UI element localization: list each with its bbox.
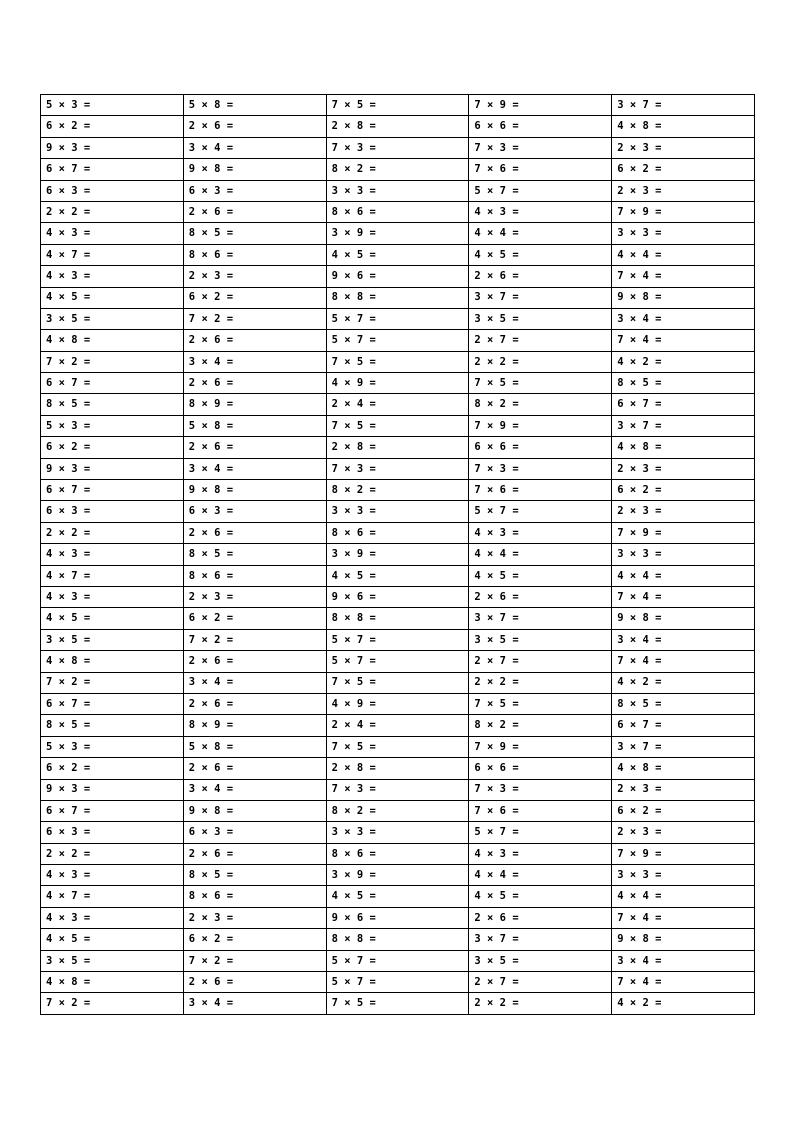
table-row: [41, 608, 755, 629]
table-row: [41, 522, 755, 543]
problem-cell: 3 × 5 =: [469, 950, 612, 971]
problem-cell: 9 × 3 =: [41, 137, 184, 158]
problem-cell: 3 × 3 =: [612, 544, 755, 565]
problem-cell: 2 × 6 =: [183, 373, 326, 394]
problem-cell: 3 × 7 =: [612, 415, 755, 436]
problem-cell: 3 × 3 =: [326, 180, 469, 201]
table-row: [41, 651, 755, 672]
problem-cell: 7 × 2 =: [41, 672, 184, 693]
problem-cell: 7 × 3 =: [326, 137, 469, 158]
table-row: [41, 586, 755, 607]
problem-cell: 8 × 6 =: [326, 843, 469, 864]
problem-cell: 8 × 5 =: [41, 394, 184, 415]
problem-cell: 6 × 7 =: [612, 715, 755, 736]
problem-cell: 3 × 4 =: [183, 993, 326, 1014]
problem-cell: 2 × 2 =: [469, 993, 612, 1014]
table-row: [41, 137, 755, 158]
table-row: [41, 266, 755, 287]
problem-cell: 2 × 3 =: [183, 266, 326, 287]
problem-cell: 6 × 7 =: [612, 394, 755, 415]
problem-cell: 4 × 3 =: [41, 586, 184, 607]
table-row: [41, 437, 755, 458]
problem-cell: 2 × 6 =: [469, 907, 612, 928]
problem-cell: 5 × 7 =: [326, 972, 469, 993]
problem-cell: 4 × 3 =: [469, 522, 612, 543]
problem-cell: 8 × 5 =: [612, 693, 755, 714]
problem-cell: 7 × 5 =: [326, 95, 469, 116]
problem-cell: 9 × 6 =: [326, 266, 469, 287]
problem-cell: 9 × 8 =: [183, 159, 326, 180]
problem-cell: 3 × 4 =: [183, 351, 326, 372]
problem-cell: 5 × 7 =: [326, 629, 469, 650]
table-row: [41, 565, 755, 586]
problem-cell: 5 × 7 =: [326, 330, 469, 351]
problem-cell: 2 × 3 =: [612, 180, 755, 201]
problem-cell: 5 × 7 =: [326, 950, 469, 971]
problem-cell: 8 × 2 =: [326, 480, 469, 501]
problem-cell: 2 × 6 =: [183, 522, 326, 543]
problem-cell: 8 × 5 =: [612, 373, 755, 394]
problem-cell: 8 × 6 =: [183, 244, 326, 265]
problem-cell: 6 × 7 =: [41, 800, 184, 821]
problem-cell: 7 × 4 =: [612, 586, 755, 607]
problem-cell: 7 × 3 =: [469, 779, 612, 800]
problem-cell: 4 × 8 =: [41, 330, 184, 351]
problem-cell: 7 × 4 =: [612, 266, 755, 287]
problem-cell: 6 × 2 =: [612, 159, 755, 180]
problem-cell: 2 × 2 =: [41, 843, 184, 864]
problem-cell: 6 × 2 =: [183, 287, 326, 308]
problem-cell: 5 × 7 =: [469, 180, 612, 201]
problem-cell: 3 × 9 =: [326, 223, 469, 244]
problem-cell: 3 × 7 =: [469, 929, 612, 950]
problem-cell: 4 × 7 =: [41, 565, 184, 586]
problem-cell: 7 × 5 =: [326, 415, 469, 436]
problem-cell: 5 × 3 =: [41, 415, 184, 436]
problem-cell: 7 × 5 =: [326, 993, 469, 1014]
problem-cell: 2 × 3 =: [612, 822, 755, 843]
problem-cell: 3 × 7 =: [469, 287, 612, 308]
problem-cell: 6 × 3 =: [41, 501, 184, 522]
problem-cell: 9 × 8 =: [612, 929, 755, 950]
problem-cell: 7 × 6 =: [469, 480, 612, 501]
problem-cell: 4 × 4 =: [612, 886, 755, 907]
problem-cell: 2 × 3 =: [612, 458, 755, 479]
table-row: [41, 501, 755, 522]
problem-cell: 3 × 5 =: [41, 950, 184, 971]
table-row: [41, 95, 755, 116]
problem-cell: 5 × 7 =: [469, 822, 612, 843]
problem-cell: 7 × 2 =: [41, 351, 184, 372]
problem-cell: 4 × 3 =: [41, 907, 184, 928]
table-row: [41, 159, 755, 180]
problem-cell: 6 × 3 =: [41, 180, 184, 201]
problem-cell: 8 × 5 =: [41, 715, 184, 736]
problem-cell: 8 × 5 =: [183, 544, 326, 565]
problem-cell: 2 × 6 =: [183, 116, 326, 137]
problem-cell: 2 × 2 =: [469, 672, 612, 693]
problem-cell: 4 × 7 =: [41, 244, 184, 265]
table-row: [41, 330, 755, 351]
table-row: [41, 672, 755, 693]
problem-cell: 4 × 4 =: [469, 223, 612, 244]
problem-cell: 7 × 2 =: [183, 308, 326, 329]
problem-cell: 2 × 7 =: [469, 972, 612, 993]
problem-cell: 3 × 4 =: [183, 779, 326, 800]
problem-cell: 4 × 5 =: [469, 886, 612, 907]
table-row: [41, 736, 755, 757]
problem-cell: 3 × 4 =: [612, 629, 755, 650]
problem-cell: 4 × 4 =: [612, 565, 755, 586]
table-row: [41, 950, 755, 971]
problem-cell: 8 × 2 =: [469, 394, 612, 415]
problem-cell: 6 × 2 =: [612, 480, 755, 501]
problem-cell: 7 × 4 =: [612, 972, 755, 993]
problem-cell: 2 × 8 =: [326, 116, 469, 137]
problem-cell: 4 × 3 =: [469, 201, 612, 222]
problem-cell: 3 × 4 =: [183, 137, 326, 158]
problem-cell: 4 × 4 =: [469, 865, 612, 886]
problem-cell: 2 × 2 =: [469, 351, 612, 372]
problem-cell: 2 × 3 =: [183, 907, 326, 928]
problem-cell: 6 × 2 =: [612, 800, 755, 821]
problem-cell: 3 × 3 =: [612, 223, 755, 244]
problem-cell: 3 × 9 =: [326, 544, 469, 565]
problem-cell: 3 × 4 =: [612, 950, 755, 971]
table-row: [41, 373, 755, 394]
problem-cell: 6 × 6 =: [469, 758, 612, 779]
problem-cell: 3 × 3 =: [326, 501, 469, 522]
problem-cell: 2 × 6 =: [183, 843, 326, 864]
problem-cell: 7 × 5 =: [326, 736, 469, 757]
problem-cell: 7 × 6 =: [469, 800, 612, 821]
problem-cell: 6 × 6 =: [469, 437, 612, 458]
problem-cell: 7 × 4 =: [612, 651, 755, 672]
problem-cell: 7 × 2 =: [183, 629, 326, 650]
problem-cell: 7 × 4 =: [612, 330, 755, 351]
problem-cell: 2 × 7 =: [469, 330, 612, 351]
problem-cell: 3 × 3 =: [612, 865, 755, 886]
problem-cell: 2 × 3 =: [612, 501, 755, 522]
problem-cell: 4 × 9 =: [326, 693, 469, 714]
problem-cell: 4 × 8 =: [41, 651, 184, 672]
problem-cell: 7 × 3 =: [326, 779, 469, 800]
problem-cell: 9 × 6 =: [326, 907, 469, 928]
problem-cell: 7 × 4 =: [612, 907, 755, 928]
problem-cell: 2 × 4 =: [326, 715, 469, 736]
problem-cell: 8 × 2 =: [326, 159, 469, 180]
problem-cell: 2 × 3 =: [612, 137, 755, 158]
problem-cell: 2 × 3 =: [612, 779, 755, 800]
problem-cell: 5 × 7 =: [326, 308, 469, 329]
problem-cell: 6 × 6 =: [469, 116, 612, 137]
problem-cell: 4 × 2 =: [612, 672, 755, 693]
problem-cell: 6 × 7 =: [41, 693, 184, 714]
problem-cell: 9 × 6 =: [326, 586, 469, 607]
problem-cell: 6 × 7 =: [41, 480, 184, 501]
problem-cell: 2 × 6 =: [469, 266, 612, 287]
table-row: [41, 480, 755, 501]
problem-cell: 7 × 5 =: [469, 693, 612, 714]
table-row: [41, 929, 755, 950]
problem-cell: 3 × 7 =: [612, 736, 755, 757]
problem-cell: 3 × 5 =: [469, 629, 612, 650]
problem-cell: 2 × 6 =: [469, 586, 612, 607]
problem-cell: 4 × 9 =: [326, 373, 469, 394]
problem-cell: 7 × 9 =: [469, 95, 612, 116]
worksheet-body: [41, 95, 755, 1015]
table-row: [41, 822, 755, 843]
problem-cell: 5 × 8 =: [183, 736, 326, 757]
problem-cell: 4 × 5 =: [41, 608, 184, 629]
problem-cell: 4 × 5 =: [41, 929, 184, 950]
problem-cell: 5 × 7 =: [469, 501, 612, 522]
problem-cell: 2 × 6 =: [183, 758, 326, 779]
problem-cell: 6 × 2 =: [41, 758, 184, 779]
table-row: [41, 843, 755, 864]
problem-cell: 6 × 3 =: [183, 180, 326, 201]
problem-cell: 5 × 3 =: [41, 95, 184, 116]
table-row: [41, 180, 755, 201]
problem-cell: 5 × 7 =: [326, 651, 469, 672]
table-row: [41, 308, 755, 329]
problem-cell: 3 × 4 =: [183, 672, 326, 693]
problem-cell: 2 × 6 =: [183, 201, 326, 222]
problem-cell: 4 × 8 =: [612, 116, 755, 137]
problem-cell: 5 × 8 =: [183, 95, 326, 116]
problem-cell: 4 × 4 =: [469, 544, 612, 565]
problem-cell: 7 × 3 =: [469, 137, 612, 158]
table-row: [41, 800, 755, 821]
problem-cell: 6 × 3 =: [183, 501, 326, 522]
problem-cell: 4 × 8 =: [612, 758, 755, 779]
problem-cell: 4 × 2 =: [612, 351, 755, 372]
problem-cell: 4 × 5 =: [326, 886, 469, 907]
problem-cell: 6 × 3 =: [41, 822, 184, 843]
problem-cell: 4 × 2 =: [612, 993, 755, 1014]
problem-cell: 2 × 6 =: [183, 330, 326, 351]
problem-cell: 4 × 3 =: [41, 266, 184, 287]
table-row: [41, 972, 755, 993]
problem-cell: 8 × 9 =: [183, 715, 326, 736]
table-row: [41, 865, 755, 886]
problem-cell: 4 × 5 =: [41, 287, 184, 308]
problem-cell: 8 × 6 =: [183, 565, 326, 586]
problem-cell: 4 × 5 =: [469, 565, 612, 586]
problem-cell: 7 × 6 =: [469, 159, 612, 180]
table-row: [41, 629, 755, 650]
table-row: [41, 458, 755, 479]
problem-cell: 3 × 4 =: [612, 308, 755, 329]
problem-cell: 4 × 3 =: [41, 544, 184, 565]
problem-cell: 8 × 2 =: [469, 715, 612, 736]
table-row: [41, 394, 755, 415]
problem-cell: 8 × 8 =: [326, 287, 469, 308]
problem-cell: 3 × 5 =: [469, 308, 612, 329]
problem-cell: 6 × 2 =: [41, 116, 184, 137]
problem-cell: 4 × 3 =: [41, 865, 184, 886]
problem-cell: 7 × 5 =: [326, 351, 469, 372]
problem-cell: 7 × 9 =: [612, 843, 755, 864]
problem-cell: 7 × 9 =: [612, 201, 755, 222]
problem-cell: 6 × 3 =: [183, 822, 326, 843]
problem-cell: 7 × 9 =: [469, 415, 612, 436]
problem-cell: 2 × 8 =: [326, 758, 469, 779]
problem-cell: 6 × 2 =: [183, 929, 326, 950]
problem-cell: 8 × 6 =: [183, 886, 326, 907]
problem-cell: 7 × 3 =: [469, 458, 612, 479]
problem-cell: 8 × 5 =: [183, 223, 326, 244]
problem-cell: 3 × 5 =: [41, 629, 184, 650]
table-row: [41, 758, 755, 779]
problem-cell: 4 × 5 =: [469, 244, 612, 265]
problem-cell: 9 × 8 =: [183, 800, 326, 821]
problem-cell: 3 × 5 =: [41, 308, 184, 329]
problem-cell: 9 × 8 =: [612, 287, 755, 308]
table-row: [41, 693, 755, 714]
problem-cell: 3 × 4 =: [183, 458, 326, 479]
multiplication-worksheet-table: [40, 94, 755, 1015]
problem-cell: 2 × 6 =: [183, 693, 326, 714]
problem-cell: 8 × 8 =: [326, 608, 469, 629]
problem-cell: 2 × 6 =: [183, 437, 326, 458]
problem-cell: 3 × 3 =: [326, 822, 469, 843]
problem-cell: 7 × 2 =: [183, 950, 326, 971]
problem-cell: 4 × 4 =: [612, 244, 755, 265]
table-row: [41, 223, 755, 244]
problem-cell: 9 × 8 =: [612, 608, 755, 629]
table-row: [41, 544, 755, 565]
problem-cell: 8 × 6 =: [326, 522, 469, 543]
problem-cell: 7 × 5 =: [469, 373, 612, 394]
problem-cell: 2 × 6 =: [183, 972, 326, 993]
problem-cell: 8 × 6 =: [326, 201, 469, 222]
problem-cell: 8 × 2 =: [326, 800, 469, 821]
problem-cell: 6 × 7 =: [41, 373, 184, 394]
table-row: [41, 201, 755, 222]
problem-cell: 2 × 6 =: [183, 651, 326, 672]
problem-cell: 4 × 5 =: [326, 565, 469, 586]
problem-cell: 5 × 8 =: [183, 415, 326, 436]
table-row: [41, 907, 755, 928]
problem-cell: 8 × 9 =: [183, 394, 326, 415]
table-row: [41, 415, 755, 436]
problem-cell: 9 × 8 =: [183, 480, 326, 501]
table-row: [41, 351, 755, 372]
table-row: [41, 244, 755, 265]
problem-cell: 4 × 7 =: [41, 886, 184, 907]
table-row: [41, 287, 755, 308]
problem-cell: 4 × 3 =: [469, 843, 612, 864]
problem-cell: 4 × 8 =: [41, 972, 184, 993]
problem-cell: 2 × 7 =: [469, 651, 612, 672]
problem-cell: 9 × 3 =: [41, 779, 184, 800]
problem-cell: 6 × 2 =: [183, 608, 326, 629]
table-row: [41, 779, 755, 800]
problem-cell: 2 × 2 =: [41, 522, 184, 543]
problem-cell: 8 × 8 =: [326, 929, 469, 950]
problem-cell: 3 × 9 =: [326, 865, 469, 886]
problem-cell: 4 × 8 =: [612, 437, 755, 458]
problem-cell: 2 × 8 =: [326, 437, 469, 458]
problem-cell: 6 × 2 =: [41, 437, 184, 458]
problem-cell: 6 × 7 =: [41, 159, 184, 180]
table-row: [41, 993, 755, 1014]
problem-cell: 2 × 4 =: [326, 394, 469, 415]
problem-cell: 4 × 5 =: [326, 244, 469, 265]
problem-cell: 7 × 5 =: [326, 672, 469, 693]
table-row: [41, 715, 755, 736]
problem-cell: 7 × 9 =: [612, 522, 755, 543]
problem-cell: 7 × 3 =: [326, 458, 469, 479]
problem-cell: 7 × 2 =: [41, 993, 184, 1014]
problem-cell: 9 × 3 =: [41, 458, 184, 479]
problem-cell: 3 × 7 =: [612, 95, 755, 116]
table-row: [41, 886, 755, 907]
problem-cell: 2 × 3 =: [183, 586, 326, 607]
problem-cell: 3 × 7 =: [469, 608, 612, 629]
problem-cell: 7 × 9 =: [469, 736, 612, 757]
problem-cell: 2 × 2 =: [41, 201, 184, 222]
problem-cell: 4 × 3 =: [41, 223, 184, 244]
problem-cell: 8 × 5 =: [183, 865, 326, 886]
problem-cell: 5 × 3 =: [41, 736, 184, 757]
table-row: [41, 116, 755, 137]
